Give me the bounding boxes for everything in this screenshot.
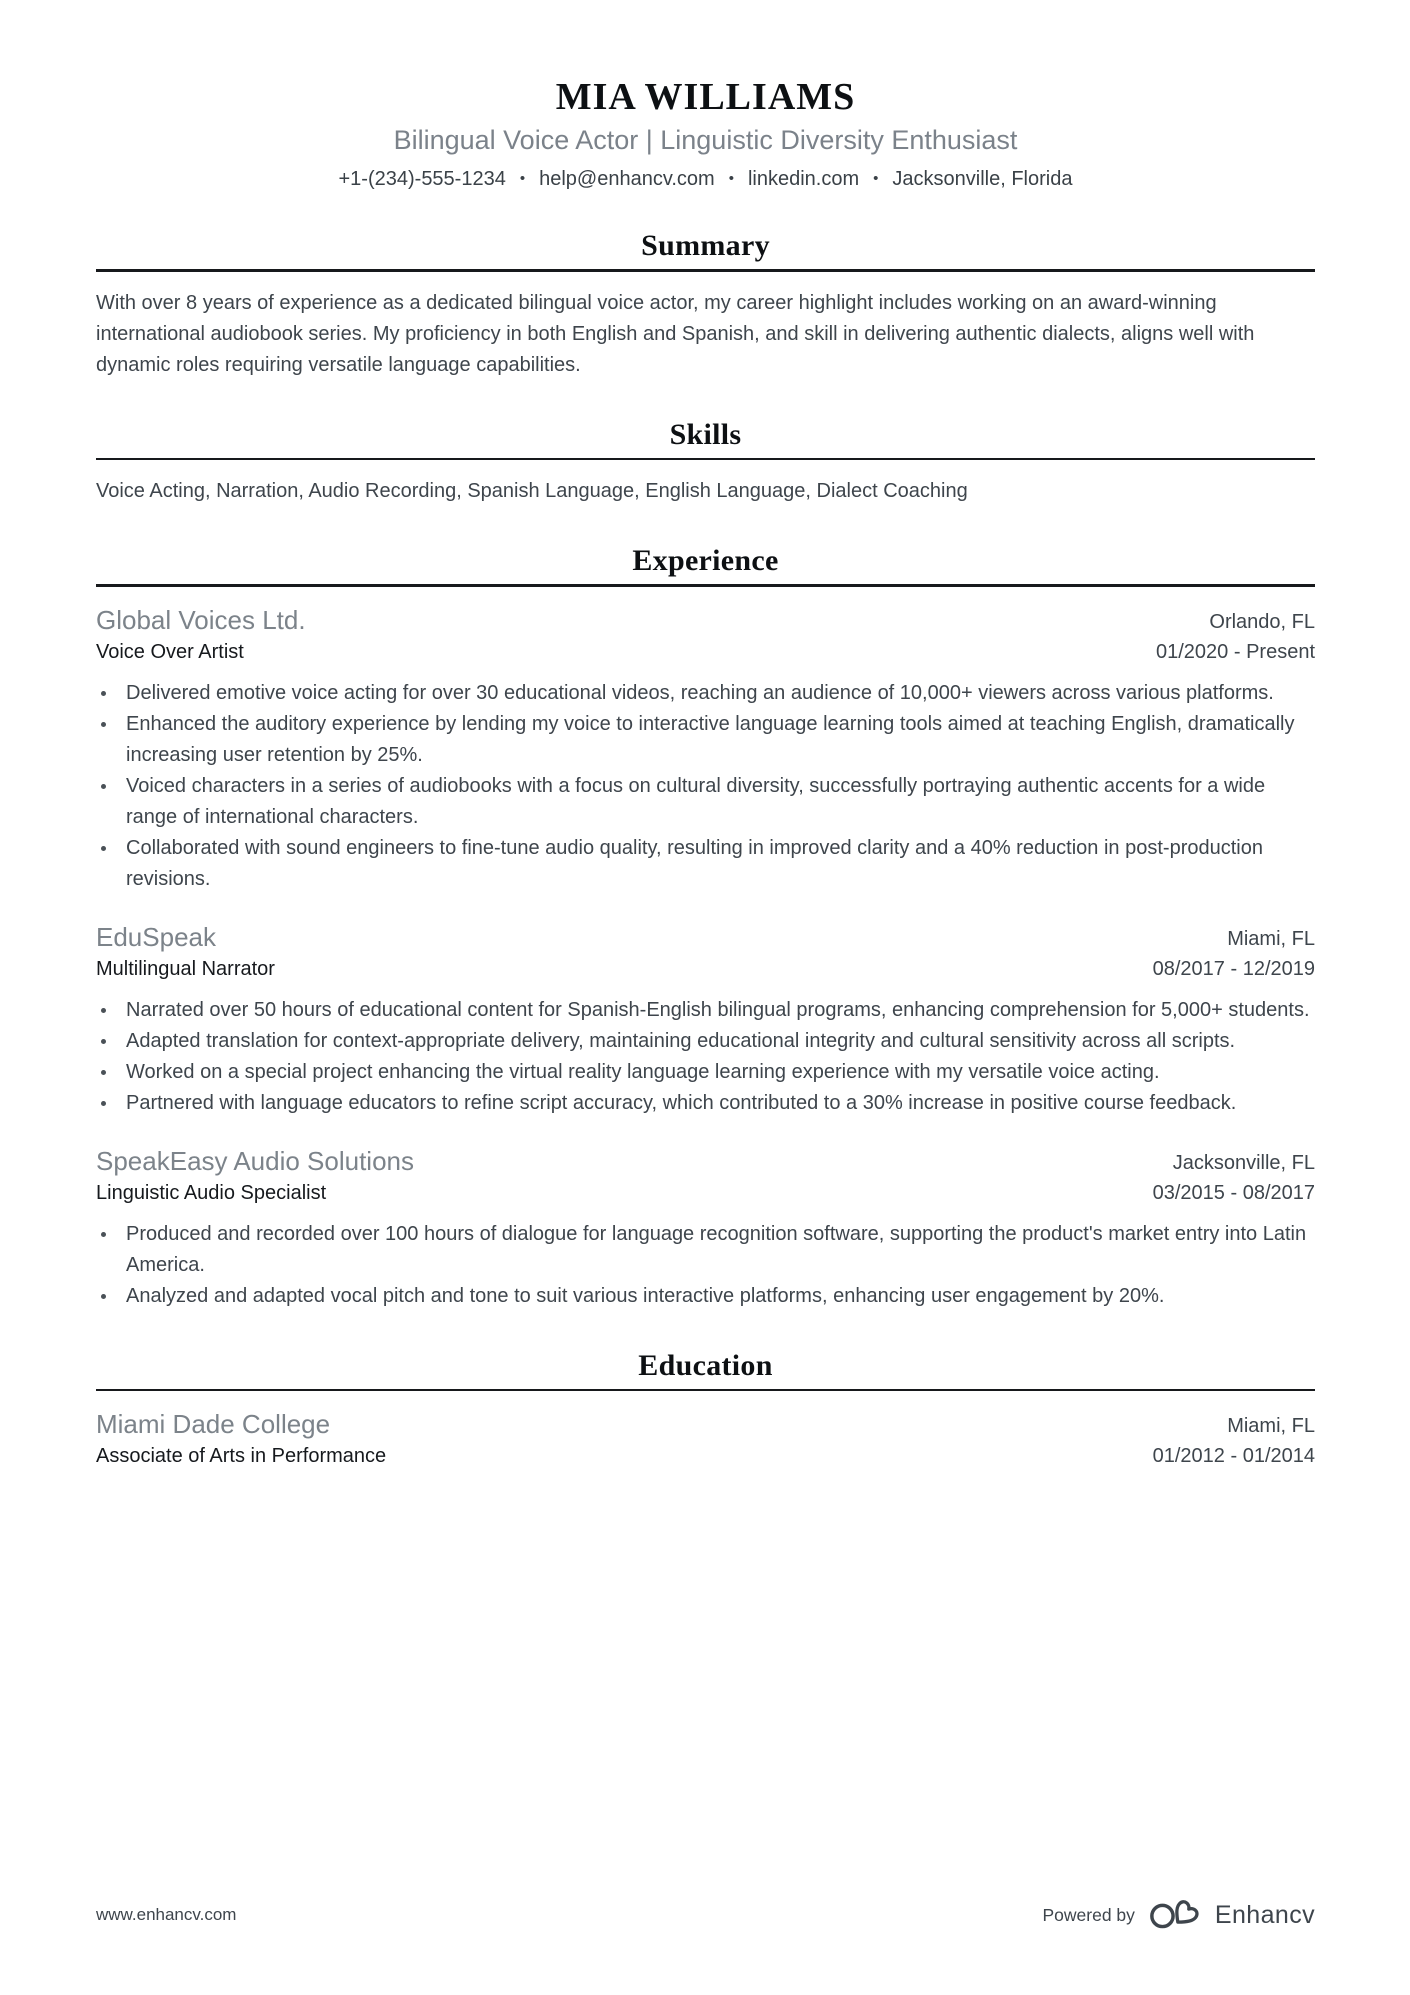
bullet-list [96,678,1315,895]
entry-header [96,1408,1315,1440]
summary-text: With over 8 years of experience as a dedicated bilingual voice actor, my career highlight includes working on an award-winning international audiobook series. My proficiency in both English and Spanish, and skill in delivering authentic dialects, aligns well with dynamic roles requiring versatile language capabilities. [96,291,1255,376]
entry-location: Orlando, FL [1209,610,1315,633]
section-divider [96,269,1315,272]
entry-header [96,1145,1315,1177]
section-divider [96,458,1315,461]
page-footer [96,1897,1315,1933]
experience-title: Experience [632,544,779,577]
headline: Bilingual Voice Actor | Linguistic Diversity Enthusiast [393,125,1018,155]
contact-item: linkedin.com [747,168,860,190]
entry-location: Miami, FL [1227,1415,1315,1437]
contact-separator: • [519,170,526,187]
entry-subheader [96,956,1315,983]
company-name: SpeakEasy Audio Solutions [96,1145,414,1176]
section-summary [96,228,1315,381]
experience-bullet: Worked on a special project enhancing the virtual reality language learning experience with my versatile voice acting. [96,1057,1315,1088]
school-name: Miami Dade College [96,1409,331,1439]
section-education [96,1348,1315,1471]
education-entries [96,1408,1315,1470]
experience-entry [96,1145,1315,1312]
contact-separator: • [873,170,879,187]
entry-location: Jacksonville, FL [1172,1151,1315,1174]
role-title: Multilingual Narrator [96,957,275,980]
contact-separator: • [728,170,734,187]
contact-item: +1-(234)-555-1234 [338,168,506,190]
role-title: Linguistic Audio Specialist [96,1181,327,1204]
resume-header [96,76,1315,192]
company-name: EduSpeak [96,921,216,952]
entry-header [96,604,1315,636]
entry-subheader [96,1443,1315,1470]
experience-bullet: Analyzed and adapted vocal pitch and tone to suit various interactive platforms, enhancing user engagement by 20%. [96,1281,1315,1312]
role-title: Voice Over Artist [96,640,244,663]
education-entry [96,1408,1315,1470]
experience-bullet: Collaborated with sound engineers to fine-tune audio quality, resulting in improved clarity and a 40% reduction in post-production revisions. [96,833,1315,895]
section-divider [96,584,1315,587]
enhancv-logo-icon [1148,1897,1202,1933]
skills-list: Voice Acting, Narration, Audio Recording, Spanish Language, English Language, Dialect Coaching [96,480,968,502]
experience-bullet: Partnered with language educators to refine script accuracy, which contributed to a 30% increase in positive course feedback. [96,1088,1315,1119]
section-skills [96,417,1315,508]
experience-bullet: Produced and recorded over 100 hours of dialogue for language recognition software, supporting the product's market entry into Latin America. [96,1219,1315,1281]
contact-line [96,166,1315,192]
education-title: Education [638,1348,773,1382]
entry-dates: 08/2017 - 12/2019 [1152,957,1315,980]
section-experience [96,543,1315,1312]
bullet-list [96,995,1315,1119]
entry-location: Miami, FL [1227,927,1315,950]
entry-dates: 01/2020 - Present [1156,640,1315,663]
summary-title: Summary [641,229,770,262]
entry-subheader [96,1180,1315,1207]
experience-bullet: Voiced characters in a series of audiobooks with a focus on cultural diversity, successfully portraying authentic accents for a wide range of international characters. [96,771,1315,833]
footer-url: www.enhancv.com [96,1905,237,1924]
degree-title: Associate of Arts in Performance [96,1445,387,1467]
experience-bullet: Delivered emotive voice acting for over 30 educational videos, reaching an audience of 10,000+ viewers across various platforms. [96,678,1315,709]
experience-entries [96,604,1315,1312]
person-name: MIA WILLIAMS [555,76,856,118]
experience-bullet: Adapted translation for context-appropriate delivery, maintaining educational integrity and cultural sensitivity across all scripts. [96,1026,1315,1057]
experience-entry [96,921,1315,1119]
entry-header [96,921,1315,953]
contact-item: help@enhancv.com [539,168,715,190]
powered-by [1042,1897,1315,1933]
powered-by-label: Powered by [1042,1904,1135,1925]
entry-dates: 01/2012 - 01/2014 [1152,1445,1315,1467]
bullet-list [96,1219,1315,1312]
enhancv-brand: Enhancv [1214,1900,1315,1929]
entry-dates: 03/2015 - 08/2017 [1152,1181,1315,1204]
experience-entry [96,604,1315,895]
experience-bullet: Enhanced the auditory experience by lending my voice to interactive language learning tools aimed at teaching English, dramatically increasing user retention by 25%. [96,709,1315,771]
company-name: Global Voices Ltd. [96,604,306,635]
contact-item: Jacksonville, Florida [892,168,1073,190]
skills-title: Skills [669,417,742,451]
entry-subheader [96,639,1315,666]
section-divider [96,1389,1315,1392]
experience-bullet: Narrated over 50 hours of educational content for Spanish-English bilingual programs, enhancing comprehension for 5,000+ students. [96,995,1315,1026]
